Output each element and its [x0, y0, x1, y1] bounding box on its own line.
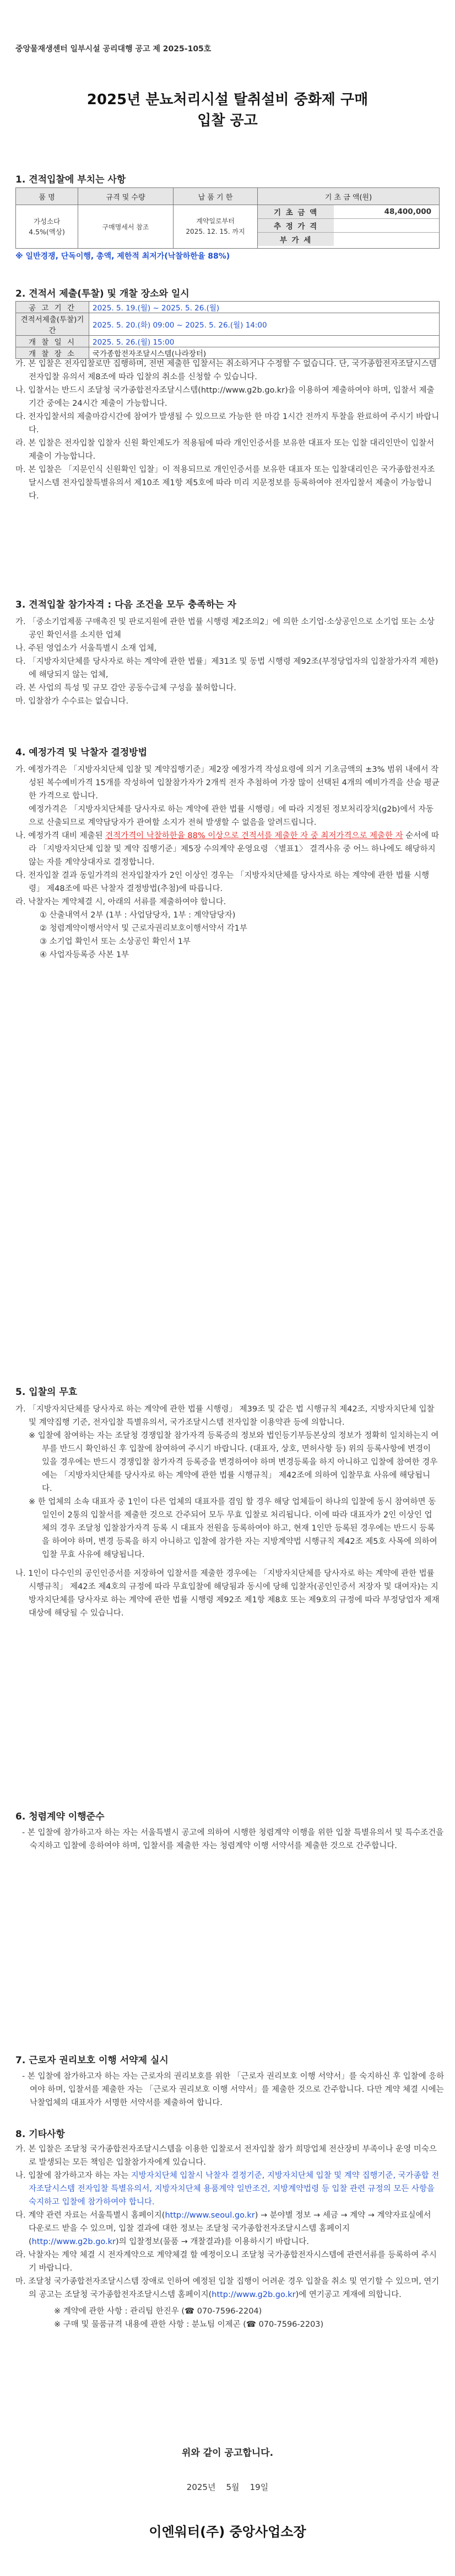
amount-breakdown	[258, 205, 439, 246]
document-item: ④ 사업자등록증 사본 1부	[40, 951, 129, 959]
section4-items	[15, 763, 440, 962]
vat-value	[334, 233, 439, 246]
s2-item: 가. 본 입찰은 전자입찰로만 집행하며, 전번 제출한 입찰서는 취소하거나 수정할 수 없습니다. 단, 국가종합전자조달시스템 전자입찰 유의서 제8조에 따라 입찰의 취소를 신청할 수 있습니다.	[15, 359, 437, 382]
section7-body: - 본 입찰에 참가하고자 하는 자는 근로자의 권리보호를 위한 「근로자 권리보호 이행 서약서」를 숙지하신 후 입찰에 응하여야 하며, 입찰서를 제출한 자는 「근로자 권리보호 이행 서약서」를 제출한 것으로 간주합니다. 다만 계약 체결 시에는 낙찰업체의 대표자가 서명한 서약서를 제출하여 합니다.	[22, 2072, 445, 2107]
section5-title: 5. 입찰의 무효	[15, 1387, 78, 1398]
base-amount-value: 48,400,000	[334, 205, 439, 219]
s5-item-a: 가. 「지방자치단체를 당사자로 하는 계약에 관한 법률 시행령」 제39조 및 같은 법 시행규칙 제42조, 지방자치단체 입찰 및 계약집행 기준, 전자입찰 특별유의서, 국가조달시스템 전자입찰 이용약관 등에 의합니다.	[15, 1405, 435, 1427]
section5-items	[15, 1403, 440, 1620]
s2-item: 다. 전자입찰서의 제출마감시간에 참여가 발생될 수 있으므로 가능한 한 마감 1시간 전까지 투찰을 완료하여 주시기 바랍니다.	[15, 412, 440, 434]
title-line2: 입찰 공고	[197, 112, 258, 129]
g2b-homepage-link[interactable]: http://www.g2b.go.kr	[31, 2237, 116, 2246]
s8-item-b: 나. 입찰에 참가하고자 하는 자는 지방자치단체 입찰시 낙찰자 결정기준, 지방자치단체 입찰 및 계약 집행기준, 국가종합 전자조달시스템 전자입찰 특별유의서, 지방자치단체 용품계약 일반조건, 지방계약법령 등 입찰 관련 규정의 모든 사항을 숙지하고 입찰에 참가하여야 합니다.	[15, 2171, 440, 2207]
issuer-name: 이엔워터(주) 중앙사업소장	[149, 2524, 306, 2540]
document-item: ① 산출내역서 2부 (1부 : 사업담당자, 1부 : 계약담당자)	[40, 911, 236, 920]
schedule-value-2: 2025. 5. 26.(월) 15:00	[89, 336, 440, 347]
bid-type-note: ※ 일반경쟁, 단독이행, 총액, 제한적 최저가(낙찰하한율 88%)	[15, 252, 230, 261]
th-spec: 규격 및 수량	[78, 188, 174, 205]
bid-items-table	[15, 187, 440, 249]
lowest-bid-highlight: 견적가격이 낙찰하한율 88% 이상으로 견적서를 제출한 자 중 최저가격으로 제출한 자	[105, 831, 403, 840]
s4-item-c: 다. 전자입찰 결과 동일가격의 전자입찰자가 2인 이상인 경우는 「지방자치단체를 당사자로 하는 계약에 관한 법률 시행령」 제48조에 따른 낙찰자 결정방법(추첨)에 따릅니다.	[15, 871, 430, 893]
notice-date: 2025년 5월 19일	[186, 2482, 269, 2492]
section2-title: 2. 견적서 제출(투찰) 및 개찰 장소와 일시	[15, 288, 189, 299]
schedule-value-0: 2025. 5. 19.(월) ~ 2025. 5. 26.(월)	[89, 302, 440, 313]
th-deadline: 납 품 기 한	[174, 188, 258, 205]
closing-statement: 위와 같이 공고합니다.	[181, 2448, 274, 2459]
section7-title: 7. 근로자 권리보호 이행 서약제 실시	[15, 2055, 169, 2066]
s2-item: 라. 본 입찰은 전자입찰 입찰자 신원 확인제도가 적용됨에 따라 개인인증서를 보유한 대표자 또는 입찰 대리인만이 입찰서 제출이 가능합니다.	[15, 439, 435, 461]
schedule-label-1: 견적서제출(투찰)기간	[16, 313, 89, 336]
document-item: ② 청렴계약이행서약서 및 근로자권리보호이행서약서 각1부	[40, 924, 247, 933]
seoul-homepage-link[interactable]: http://www.seoul.go.kr	[165, 2211, 255, 2220]
schedule-label-0: 공 고 기 간	[16, 302, 89, 313]
s4-item-d: 라. 낙찰자는 계약체결 시, 아래의 서류를 제출하여야 합니다.	[15, 898, 226, 906]
contact-purchase: ※ 구매 및 물품규격 내용에 관한 사항 : 분뇨팀 이제곤 (☎ 070-7596-2203)	[54, 2320, 324, 2329]
g2b-homepage-link[interactable]: http://www.g2b.go.kr	[212, 2290, 296, 2299]
estimated-price-label: 추 정 가 격	[258, 219, 334, 233]
s8-item-c: 다. 계약 관련 자료는 서울특별시 홈페이지(http://www.seoul.go.kr) → 분야별 정보 → 세금 → 계약 → 계약자료실에서 다운로드 받을 수 있으며, 입찰 결과에 대한 정보는 조달청 국가종합전자조달시스템 홈페이지(http://www.g2b.go.kr)의 입찰정보(물품 → 개찰결과)를 이용하시기 바랍니다.	[15, 2211, 431, 2246]
section3-title: 3. 견적입찰 참가자격 : 다음 조건을 모두 충족하는 자	[15, 599, 236, 610]
s3-item: 마. 입찰참가 수수료는 없습니다.	[15, 697, 129, 706]
s8-item-d: 라. 낙찰자는 계약 체결 시 전자계약으로 계약체결 할 예정이오니 조달청 국가종합전자시스템에 관련서류를 등록하여 주시기 바랍니다.	[15, 2251, 437, 2273]
schedule-value-3: 국가종합전자조달시스템(나라장터)	[89, 347, 440, 359]
section4-title: 4. 예정가격 및 낙찰자 결정방법	[15, 747, 148, 758]
s3-item: 라. 본 사업의 특성 및 규모 감안 공동수급체 구성을 불허합니다.	[15, 684, 236, 693]
s3-item: 나. 주된 영업소가 서울특별시 소재 업체,	[15, 644, 157, 653]
spec-cell: 구매명세서 참조	[78, 205, 174, 249]
section8-items	[15, 2143, 440, 2331]
deadline-cell: 계약일로부터 2025. 12. 15. 까지	[174, 205, 258, 249]
schedule-value-1: 2025. 5. 20.(화) 09:00 ~ 2025. 5. 26.(월) 14:00	[89, 313, 440, 336]
s5-note-1: ※ 입찰에 참여하는 자는 조달청 경쟁입찰 참가자격 등록증의 정보와 법인등기부등본상의 정보가 정확히 일치하는지 여부를 반드시 확인하신 후 입찰에 참여하여 주시기 바랍니다. (대표자, 상호, 면허사항 등) 위의 등록사항에 변경이 있을 경우에는 반드시 경쟁입찰 참가자격 등록증을 변경하여야 하며 변경등록을 하지 아니하고 입찰에 참여한 경우에는 「지방자치단체를 당사자로 하는 계약에 관한 법률 시행규칙」 제42조에 의하여 입찰무효 사유에 해당됩니다.	[29, 1431, 439, 1493]
contact-contract: ※ 계약에 관한 사항 : 관리팀 한진우 (☎ 070-7596-2204)	[54, 2307, 262, 2316]
s4-item-a: 가. 예정가격은 「지방자치단체 입찰 및 계약집행기준」제2장 예정가격 작성요령에 의거 기초금액의 ±3% 범위 내에서 작성된 복수예비가격 15개를 작성하여 입찰참가자가 2개씩 전자 추첨하여 가장 많이 선택된 4개의 예비가격을 산술 평균한 가격으로 합니다.	[15, 765, 440, 801]
notice-number: 중앙물재생센터 일부시설 공리대행 공고 제 2025-105호	[15, 45, 212, 53]
base-amount-label: 기 초 금 액	[258, 205, 334, 219]
title-line1: 2025년 분뇨처리시설 탈취설비 중화제 구매	[86, 92, 369, 108]
section1-title: 1. 견적입찰에 부치는 사항	[15, 174, 126, 185]
schedule-label-3: 개 찰 장 소	[16, 347, 89, 359]
vat-label: 부 가 세	[258, 233, 334, 246]
s3-item: 가. 「중소기업제품 구매촉진 및 판로지원에 관한 법률 시행령 제2조의2」에 의한 소기업·소상공인으로 소기업 또는 소상공인 확인서를 소지한 업체	[15, 618, 435, 640]
th-base-amount: 기 초 금 액(원)	[258, 188, 440, 205]
required-documents	[15, 909, 440, 962]
section6-body: - 본 입찰에 참가하고자 하는 자는 서울특별시 공고에 의하여 시행한 청렴계약 이행을 위한 입찰 특별유의서 및 특수조건을 숙지하고 입찰에 응하여야 하며, 입찰서를 제출한 자는 청렴계약 이행 서약서를 제출한 것으로 간주합니다.	[22, 1828, 444, 1850]
schedule-label-2: 개 찰 일 시	[16, 336, 89, 347]
estimated-price-value	[334, 219, 439, 233]
s8-item-a: 가. 본 입찰은 조달청 국가종합전자조달시스템을 이용한 입찰로서 전자입찰 참가 희망업체 전산장비 부족이나 운영 미숙으로 발생되는 모든 책임은 입찰참가자에게 있습니다.	[15, 2145, 437, 2167]
contacts	[15, 2305, 440, 2331]
schedule-table	[15, 301, 440, 359]
s2-item: 마. 본 입찰은 「지문인식 신원확인 입찰」이 적용되므로 개인인증서를 보유한 대표자 또는 입찰대리인은 국가종합전자조달시스템 전자입찰특별유의서 제10조 제1항 제5호에 따라 미리 지문정보를 등록하여야 전자입찰서 제출이 가능합니다.	[15, 465, 435, 501]
s8-item-e: 마. 조달청 국가종합전자조달시스템 장애로 인하여 예정된 입찰 집행이 어려운 경우 입찰을 취소 및 연기할 수 있으며, 연기의 공고는 조달청 국가종합전자조달시스템 홈페이지(http://www.g2b.go.kr)에 연기공고 게재에 의합니다.	[15, 2277, 440, 2299]
s5-note-2: ※ 한 업체의 소속 대표자 중 1인이 다른 업체의 대표자를 겸임 할 경우 해당 업체들이 하나의 입찰에 동시 참여하면 동일인이 2통의 입찰서를 제출한 것으로 간주되어 모두 무효 입찰로 처리됩니다. 이에 따라 대표자가 2인 이상인 업체의 경우 조달청 입찰참가자격 등록 시 대표자 전원을 등록하여야 하고, 현재 1인만 등록된 경우에는 반드시 등록을 하여야 하며, 변경 등록을 하지 아니하고 입찰에 참가한 자는 지방계약법 시행규칙 제42조 제5호 사목에 의하여 입찰 무효 사유에 해당됩니다.	[29, 1498, 437, 1559]
s4-item-a2: 예정가격은 「지방자치단체를 당사자로 하는 계약에 관한 법률 시행령」에 따라 지정된 정보처리장치(g2b)에서 자동으로 산출되므로 계약담당자가 관여할 소지가 전혀 발생할 수 없음을 알려드립니다.	[29, 805, 434, 827]
section3-items	[15, 615, 440, 708]
regulations-highlight: 지방자치단체 입찰시 낙찰자 결정기준, 지방자치단체 입찰 및 계약 집행기준, 국가종합 전자조달시스템 전자입찰 특별유의서, 지방자치단체 용품계약 일반조건, 지방계약법령 등 입찰 관련 규정의 모든 사항을 숙지하고 입찰에 참가하여야 합니다.	[29, 2171, 440, 2207]
s4-item-b: 나. 예정가격 대비 제출된 견적가격이 낙찰하한율 88% 이상으로 견적서를 제출한 자 중 최저가격으로 제출한 자 순서에 따라 「지방자치단체 입찰 및 계약 집행기준」제5장 수의계약 운영요령 〈별표1〉 결격사유 중 어느 하나에도 해당하지 않는 자를 계약상대자로 결정합니다.	[15, 831, 439, 867]
s2-item: 나. 입찰서는 반드시 조달청 국가종합전자조달시스템(http://www.g2b.go.kr)을 이용하여 제출하여야 하며, 입찰서 제출기간 중에는 24시간 제출이 가능합니다.	[15, 386, 435, 408]
section6-title: 6. 청렴계약 이행준수	[15, 1811, 105, 1822]
th-item-name: 품 명	[16, 188, 78, 205]
section2-items	[15, 357, 440, 503]
s3-item: 다. 「지방자치단체를 당사자로 하는 계약에 관한 법률」제31조 및 동법 시행령 제92조(부정당업자의 입찰참가자격 제한)에 해당되지 않는 업체,	[15, 657, 438, 679]
document-item: ③ 소기업 확인서 또는 소상공인 확인서 1부	[40, 937, 191, 946]
section8-title: 8. 기타사항	[15, 2129, 65, 2140]
item-name-cell: 가성소다 4.5%(액상)	[16, 205, 78, 249]
s5-item-b: 나. 1인이 다수인의 공인인증서를 저장하여 입찰서를 제출한 경우에는 「지방자치단체를 당사자로 하는 계약에 관한 법률 시행규칙」 제42조 제4호의 규정에 따라 무효입찰에 해당됨과 동시에 당해 입찰자(공인인증서 저장자 및 대여자)는 지방자치단체를 당사자로 하는 계약에 관한 법률 시행령 제92조 제1항 제8호 또는 제9호의 규정에 따라 부정당업자 제재 대상에 해당될 수 있습니다.	[15, 1569, 440, 1618]
